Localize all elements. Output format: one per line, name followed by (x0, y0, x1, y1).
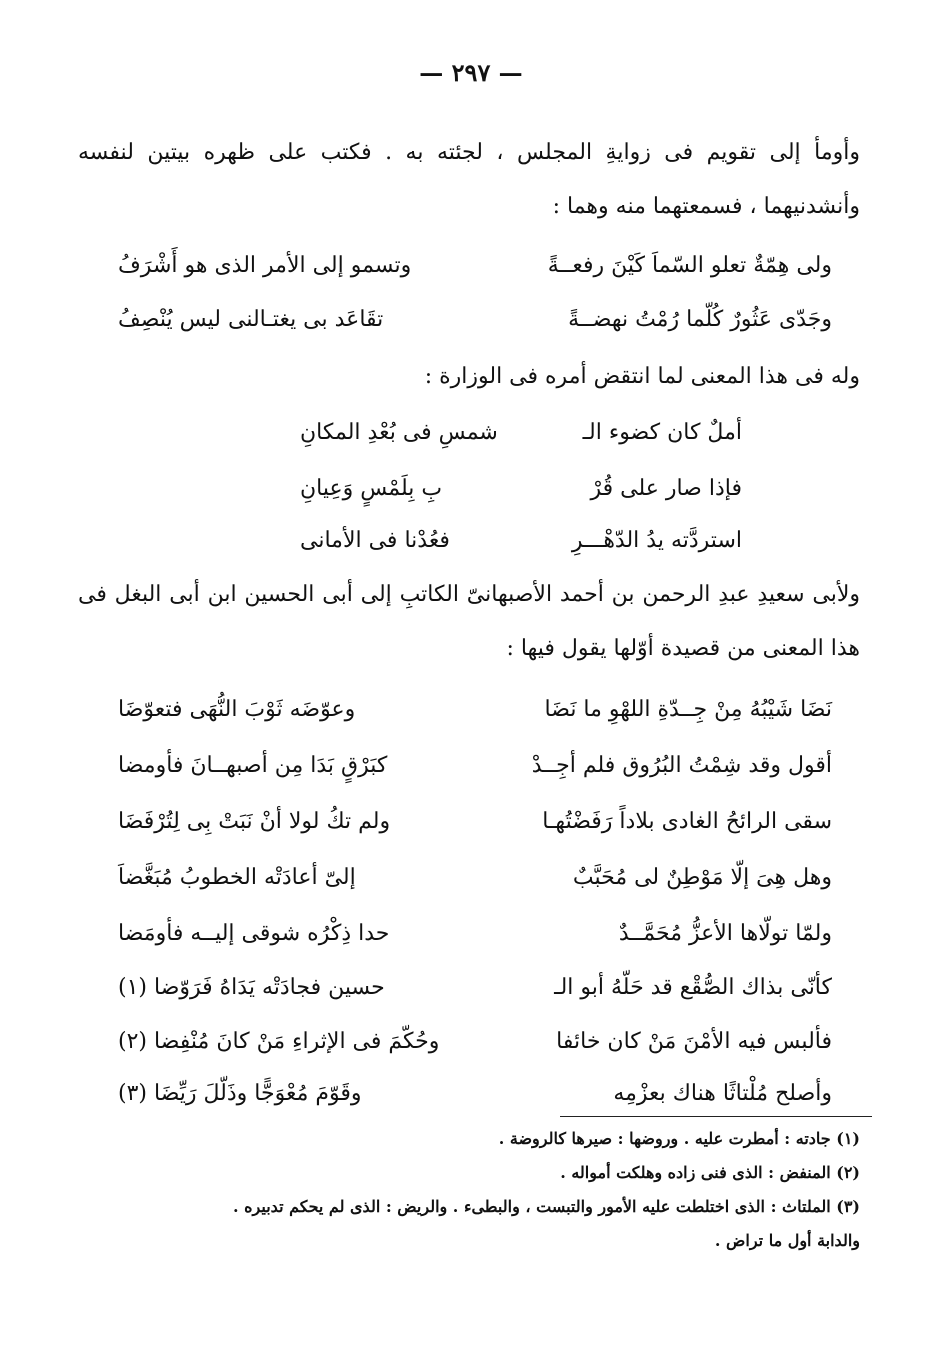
hemistich-first: وجَدّى عَثُورٌ كُلّما رُمْتُ نهضــةً (568, 306, 832, 332)
hemistich-first: فألبس فيه الأمْنَ مَنْ كان خائفا (556, 1028, 832, 1054)
page-number: — ٢٩٧ — (419, 58, 523, 87)
poem3-verse-7 (118, 1012, 832, 1070)
hemistich-second: حدا ذِكْرُه شوقى إليــه فأومَضا (118, 920, 390, 946)
poem1-verse-2 (118, 290, 832, 348)
hemistich-second: بِ بِلَمْسٍ وَعِيانِ (300, 475, 443, 501)
poem3-verse-6 (118, 958, 832, 1016)
hemistich-first: ولمّا تولّاها الأعزُّ مُحَمَّــدٌ (618, 920, 832, 946)
hemistich-second: وتسمو إلى الأمر الذى هو أَشْرَفُ (118, 252, 412, 278)
hemistich-second: فعُدْنا فى الأمانى (300, 527, 450, 553)
hemistich-first: سقى الرائحُ الغادى بلاداً رَفَضْتُهـا (542, 808, 832, 834)
hemistich-second: شمسِ فى بُعْدِ المكانِ (300, 419, 498, 445)
poem1-verse-1 (118, 236, 832, 294)
hemistich-second: حسين فجادَتْه يَدَاهُ فَرَوّضا (١) (118, 974, 385, 1000)
hemistich-second: ولم تكُ لولا أنْ نَبَتْ بِى لِتُرْفَضَا (118, 808, 391, 834)
footnote-2: (٢) المنفض : الذى فنى زاده وهلكت أمواله . (560, 1163, 860, 1182)
poem2-verse-2 (300, 460, 742, 516)
paragraph-ministry: وله فى هذا المعنى لما انتقض أمره فى الوزارة : (424, 364, 860, 389)
hemistich-first: وأصلح مُلْتاثًا هناك بعزْمِه (613, 1080, 832, 1106)
hemistich-first: أملٌ كان كضوء الـ (582, 419, 742, 445)
poem2-verse-1 (300, 404, 742, 460)
hemistich-first: استردَّته يدُ الدّهْـــرِ (571, 527, 742, 553)
hemistich-second: وعوّضَه ثَوْبَ النُّهَى فتعوّضَا (118, 696, 356, 722)
footnote-3-continued: والدابة أول ما تراض . (714, 1231, 860, 1250)
hemistich-second: تقَاعَد بى يغتـالنى ليس يُنْصِفُ (118, 306, 384, 332)
hemistich-second: كبَرْقٍ بَدَا مِن أصبهــانَ فأومضا (118, 752, 388, 778)
poem3-verse-4 (118, 848, 832, 906)
footnote-divider (560, 1116, 872, 1117)
hemistich-first: أقول وقد شِمْتُ البُرُوق فلم أجِــدْ (531, 752, 832, 778)
poem3-verse-5 (118, 904, 832, 962)
hemistich-first: كأنّى بذاك الصُّقْع قد حَلّهُ أبو الـ (554, 974, 832, 1000)
hemistich-first: فإذا صار على قُرْ (590, 475, 742, 501)
poem3-verse-2 (118, 736, 832, 794)
poem2-verse-3 (300, 512, 742, 568)
poem3-verse-1 (118, 680, 832, 738)
hemistich-first: وهل هِىَ إلّا مَوْطِنٌ لى مُحَبَّبٌ (572, 864, 832, 890)
footnotes (78, 1122, 860, 1258)
hemistich-first: ولى هِمّةٌ تعلو السّماَ كَيْنَ رفعــةً (547, 252, 832, 278)
hemistich-second: إلىّ أعادَتْه الخطوبُ مُبَغَّضاَ (118, 864, 356, 890)
hemistich-second: وحُكّمَ فى الإثراءِ مَنْ كانَ مُنْفِضا (٢) (118, 1028, 440, 1054)
paragraph-isfahani: ولأبى سعيدِ عبدِ الرحمن بن أحمد الأصبهانىّ الكاتبِ إلى أبى الحسين ابن أبى البغل فى هذا المعنى من قصيدة أوّلها يقول فيها : (78, 582, 860, 661)
poem3-verse-8 (118, 1064, 832, 1122)
footnote-3: (٣) الملتاث : الذى اختلطت عليه الأمور والتبست ، والبطىء . والريض : الذى لم يحكم تدبيره . (233, 1197, 860, 1216)
hemistich-second: وقَوّمَ مُعْوَجًّا وذَلّلَ رَيِّضَا (٣) (118, 1080, 362, 1106)
hemistich-first: نَضَا شَيْبُهُ مِنْ جِــدّةِ اللهْوِ ما نَضَا (544, 696, 832, 722)
poem3-verse-3 (118, 792, 832, 850)
paragraph-intro: وأومأ إلى تقويم فى زوايةِ المجلس ، لجئته به . فكتب على ظهره بيتين لنفسه وأنشدنيهما ، فسمعتهما منه وهما : (78, 140, 860, 219)
footnote-1: (١) جادته : أمطرت عليه . وروضها : صيرها كالروضة . (498, 1129, 860, 1148)
